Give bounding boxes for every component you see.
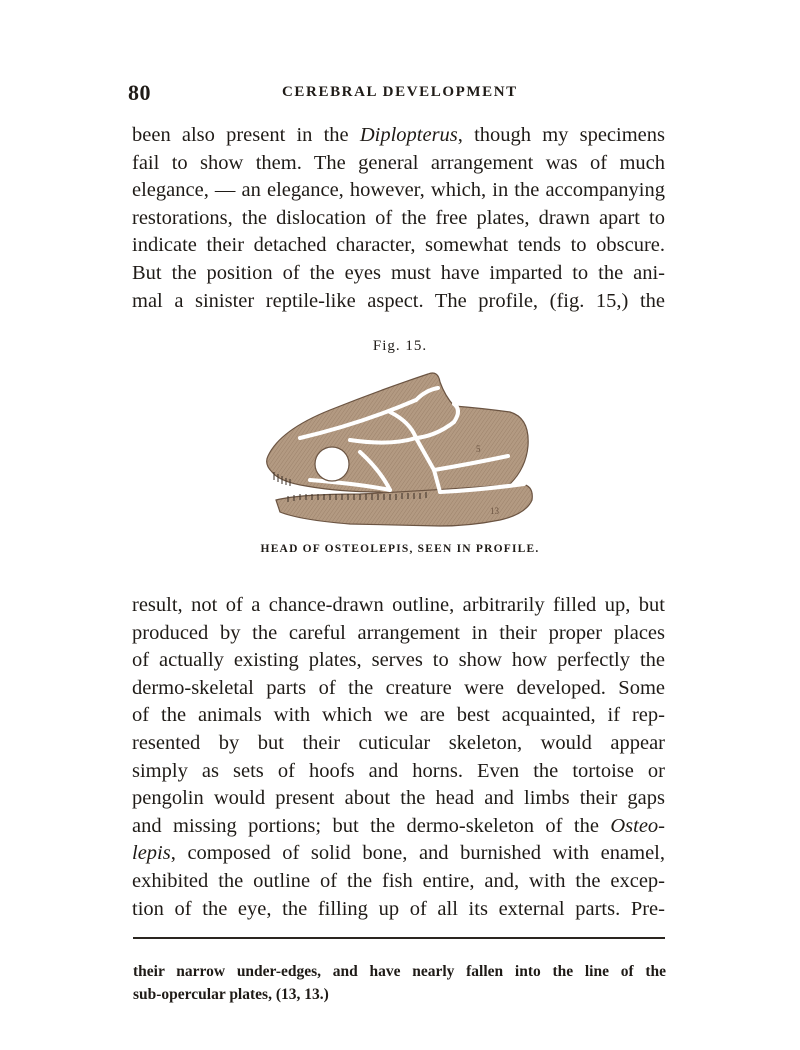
text-run: restorations, the dislocation of the free plates, drawn apart to [132, 206, 665, 229]
running-head [128, 80, 668, 106]
text-run: resented by but their cuticular skeleton, would appear [132, 731, 665, 754]
text-line [132, 647, 665, 675]
text-run: produced by the careful arrangement in their proper places [132, 621, 665, 644]
text-run: mal a sinister reptile-like aspect. The profile, (fig. 15,) the [132, 289, 665, 312]
text-line [132, 785, 665, 813]
text-line [132, 813, 665, 841]
text-line [132, 758, 665, 786]
italic-term: lepis [132, 842, 171, 865]
text-run: exhibited the outline of the fish entire, and, with the excep- [132, 869, 665, 892]
footnote-line: sub-opercular plates, (13, 13.) [133, 986, 329, 1003]
figure-caption: HEAD OF OSTEOLEPIS, SEEN IN PROFILE. [260, 543, 540, 555]
text-line [132, 620, 665, 648]
text-line [132, 232, 665, 260]
text-run: , though my specimens [457, 124, 665, 146]
text-line [132, 288, 665, 316]
text-run: tion of the eye, the filling up of all its external parts. Pre- [132, 897, 665, 920]
fish-head-illustration [240, 360, 560, 540]
text-run: fail to show them. The general arrangement was of much [132, 151, 665, 174]
paragraph-2 [132, 592, 665, 923]
plate-number-5: 5 [476, 444, 481, 454]
text-run: result, not of a chance-drawn outline, arbitrarily filled up, but [132, 594, 665, 616]
text-line [132, 150, 665, 178]
footnote-line: their narrow under-edges, and have nearly fallen into the line of the [133, 963, 666, 980]
text-run: elegance, — an elegance, however, which, in the accompanying [132, 179, 665, 202]
paragraph-1 [132, 122, 665, 315]
text-line [132, 177, 665, 205]
text-run: been also present in the [132, 124, 360, 146]
text-run: dermo-skeletal parts of the creature were developed. Some [132, 676, 665, 699]
text-run: pengolin would present about the head and limbs their gaps [132, 787, 665, 810]
text-line [132, 592, 665, 620]
plate-number-13: 13 [490, 506, 499, 516]
text-run: , composed of solid bone, and burnished with enamel, [170, 842, 665, 865]
italic-term: Diplopterus [359, 124, 458, 146]
text-line [132, 730, 665, 758]
text-line [132, 260, 665, 288]
text-line [132, 840, 665, 868]
italic-term: Osteo- [610, 814, 665, 837]
skull-outline [267, 373, 529, 496]
figure-label: Fig. 15. [372, 338, 428, 354]
text-line [132, 702, 665, 730]
text-run: simply as sets of hoofs and horns. Even the tortoise or [132, 759, 665, 782]
eye-orbit [315, 447, 349, 481]
running-title: CEREBRAL DEVELOPMENT [282, 84, 518, 100]
page-number: 80 [128, 80, 151, 105]
text-run: of the animals with which we are best acquainted, if rep- [132, 704, 665, 727]
text-line [132, 868, 665, 896]
text-line [132, 205, 665, 233]
text-run: But the position of the eyes must have imparted to the ani- [132, 261, 665, 284]
footnote-rule [133, 937, 665, 939]
text-line [132, 122, 665, 150]
text-line [132, 675, 665, 703]
text-run: indicate their detached character, somewhat tends to obscure. [132, 234, 665, 257]
text-line [132, 896, 665, 924]
footnote [133, 960, 666, 1006]
text-run: of actually existing plates, serves to show how perfectly the [132, 649, 665, 672]
text-run: and missing portions; but the dermo-skeleton of the [132, 814, 611, 837]
